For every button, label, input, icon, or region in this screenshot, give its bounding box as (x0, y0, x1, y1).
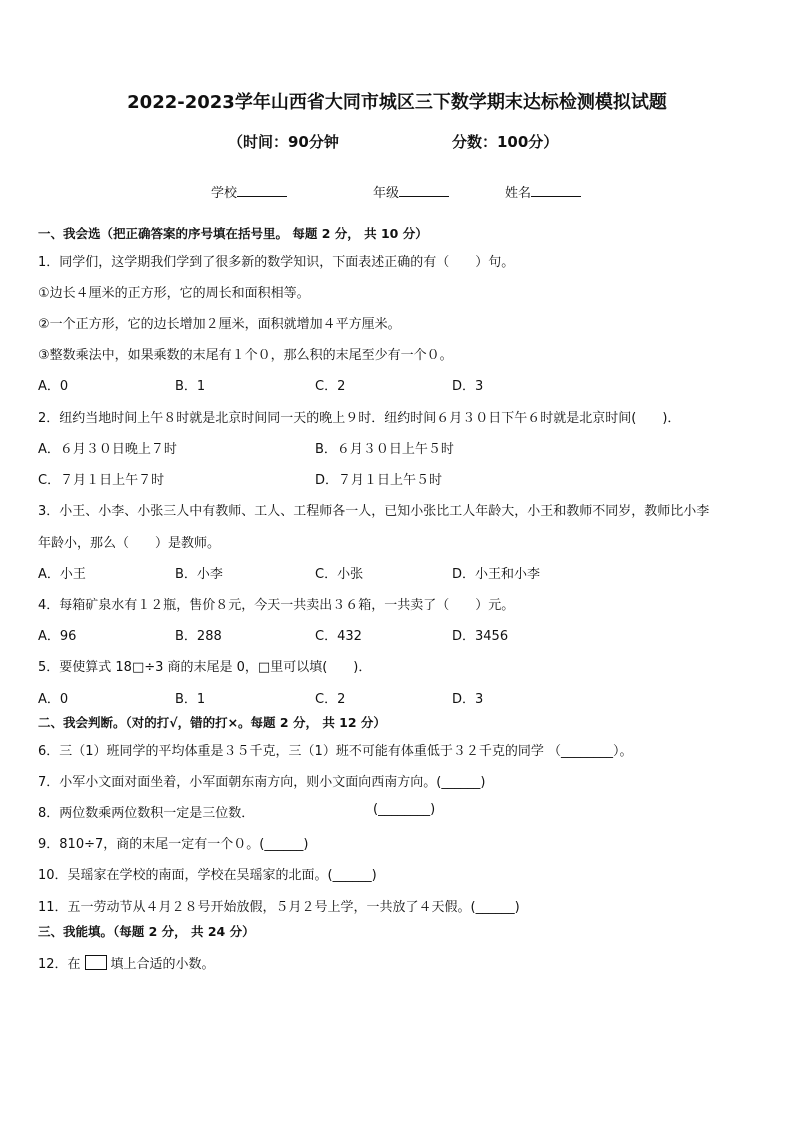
question-1-option-d[interactable]: D．3 (452, 379, 484, 394)
question-6: 6．三（1）班同学的平均体重是３５千克，三（1）班不可能有体重低于３２千克的同学 （________）。 (38, 744, 633, 759)
question-4-option-b[interactable]: B．288 (175, 629, 222, 644)
question-1-statement-3: ③整数乘法中，如果乘数的末尾有１个０，那么积的末尾至少有一个０。 (38, 348, 453, 363)
question-5-option-c[interactable]: C．2 (315, 692, 346, 707)
exam-time: （时间：90分钟 (228, 133, 339, 151)
question-5-option-d[interactable]: D．3 (452, 692, 484, 707)
question-5-option-a[interactable]: A．0 (38, 692, 69, 707)
question-12-prefix: 12．在 (38, 957, 81, 972)
question-7: 7．小军小文面对面坐着，小军面朝东南方向，则小文面向西南方向。(______) (38, 775, 486, 790)
answer-box[interactable] (85, 955, 107, 970)
exam-score: 分数：100分） (452, 133, 559, 151)
question-2-option-c[interactable]: C．７月１日上午７时 (38, 473, 165, 488)
section-3-heading: 三、我能填。（每题 2 分， 共 24 分） (38, 924, 255, 939)
grade-blank[interactable] (399, 184, 449, 197)
question-5-option-b[interactable]: B．1 (175, 692, 206, 707)
school-field[interactable] (211, 182, 287, 201)
question-4-option-d[interactable]: D．3456 (452, 629, 509, 644)
question-3-option-d[interactable]: D．小王和小李 (452, 567, 541, 582)
question-1-option-a[interactable]: A．0 (38, 379, 69, 394)
question-8: 8．两位数乘两位数积一定是三位数． (38, 806, 255, 821)
school-blank[interactable] (237, 184, 287, 197)
page-title: 2022-2023学年山西省大同市城区三下数学期末达标检测模拟试题 (127, 92, 667, 113)
question-10: 10．吴瑶家在学校的南面，学校在吴瑶家的北面。(______) (38, 868, 377, 883)
school-label: 学校 (211, 186, 238, 201)
question-1-option-c[interactable]: C．2 (315, 379, 346, 394)
question-12 (38, 953, 215, 972)
question-2-option-d[interactable]: D．７月１日上午５时 (315, 473, 443, 488)
question-3-option-a[interactable]: A．小王 (38, 567, 86, 582)
question-2-option-a[interactable]: A．６月３０日晚上７时 (38, 442, 177, 457)
question-12-suffix: 填上合适的小数。 (110, 957, 215, 972)
section-2-heading: 二、我会判断。（对的打√，错的打×。每题 2 分， 共 12 分） (38, 715, 386, 730)
question-1-statement-1: ①边长４厘米的正方形，它的周长和面积相等。 (38, 286, 310, 301)
name-field[interactable] (505, 182, 581, 201)
question-2-option-b[interactable]: B．６月３０日上午５时 (315, 442, 454, 457)
question-4-option-c[interactable]: C．432 (315, 629, 362, 644)
name-label: 姓名 (505, 186, 532, 201)
section-1-heading: 一、我会选（把正确答案的序号填在括号里。 每题 2 分， 共 10 分） (38, 226, 428, 241)
question-3-stem-line-2: 年龄小，那么（ ）是教师。 (38, 536, 221, 551)
question-1-stem: 1．同学们，这学期我们学到了很多新的数学知识，下面表述正确的有（ ）句。 (38, 255, 515, 270)
grade-label: 年级 (373, 186, 400, 201)
question-1-statement-2: ②一个正方形，它的边长增加２厘米，面积就增加４平方厘米。 (38, 317, 401, 332)
question-4-option-a[interactable]: A．96 (38, 629, 77, 644)
grade-field[interactable] (373, 182, 449, 201)
name-blank[interactable] (531, 184, 581, 197)
question-8-answer-blank[interactable]: (________) (373, 802, 436, 817)
question-3-stem-line-1: 3．小王、小李、小张三人中有教师、工人、工程师各一人，已知小张比工人年龄大，小王和教师不同岁，教师比小李 (38, 504, 710, 519)
question-9: 9．810÷7，商的末尾一定有一个０。(______) (38, 837, 309, 852)
question-2-stem: 2．纽约当地时间上午８时就是北京时间同一天的晚上９时．纽约时间６月３０日下午６时就是北京时间( )． (38, 411, 681, 426)
question-5-stem: 5．要使算式 18□÷3 商的末尾是 0，□里可以填( )． (38, 660, 372, 675)
question-4-stem: 4．每箱矿泉水有１２瓶，售价８元，今天一共卖出３６箱，一共卖了（ ）元。 (38, 598, 515, 613)
question-1-option-b[interactable]: B．1 (175, 379, 206, 394)
question-3-option-c[interactable]: C．小张 (315, 567, 364, 582)
question-11: 11．五一劳动节从４月２８号开始放假，５月２号上学，一共放了４天假。(______) (38, 900, 520, 915)
question-3-option-b[interactable]: B．小李 (175, 567, 223, 582)
